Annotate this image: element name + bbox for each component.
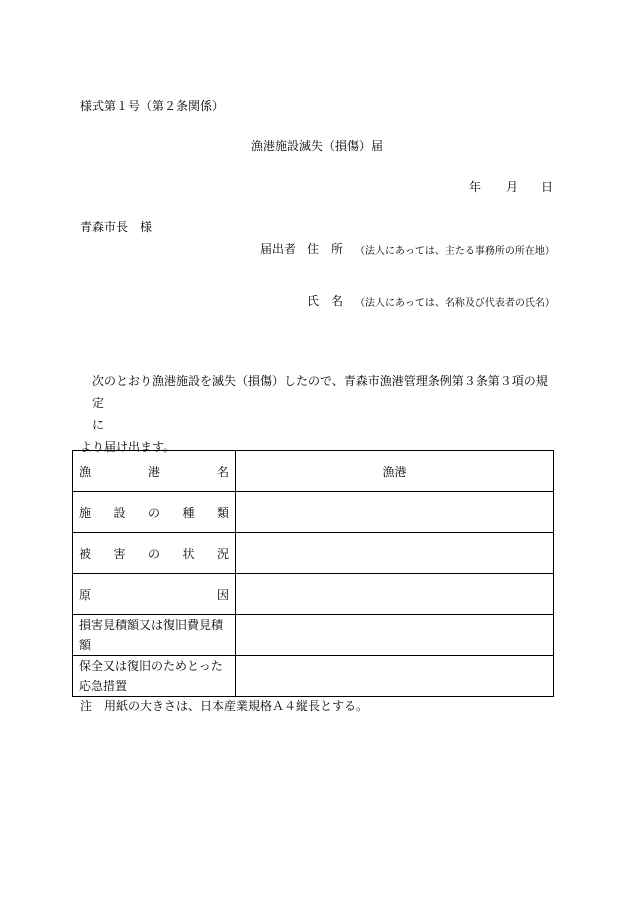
- row-label-cause: 原因: [73, 574, 236, 615]
- notifier-label: 届出者: [260, 242, 297, 256]
- damage-report-table: [72, 450, 554, 697]
- date-year: 年: [469, 180, 482, 194]
- body-paragraph: [80, 370, 555, 458]
- body-line-2: に: [92, 418, 105, 432]
- row-label-fishing-port: 漁港名: [73, 451, 236, 492]
- body-line-1: 次のとおり漁港施設を滅失（損傷）したので、青森市漁港管理条例第３条第３項の規定: [92, 374, 548, 410]
- date-month: 月: [506, 180, 519, 194]
- footnote: 注 用紙の大きさは、日本産業規格Ａ４縦長とする。: [80, 699, 369, 713]
- form-number: 様式第１号（第２条関係）: [80, 99, 225, 113]
- table-row: [73, 451, 554, 492]
- document-title: 漁港施設滅失（損傷）届: [251, 139, 384, 153]
- table-row: [73, 492, 554, 533]
- table-row: [73, 533, 554, 574]
- row-value-fishing-port[interactable]: 漁港: [236, 451, 554, 492]
- row-label-facility-type: 施設の種類: [73, 492, 236, 533]
- row-value-cause[interactable]: [236, 574, 554, 615]
- name-note: （法人にあっては、名称及び代表者の氏名）: [355, 298, 555, 309]
- table-row: [73, 656, 554, 697]
- row-value-damage-estimate[interactable]: [236, 615, 554, 656]
- name-label: 氏 名: [307, 294, 344, 308]
- date-day: 日: [541, 180, 554, 194]
- row-value-damage-status[interactable]: [236, 533, 554, 574]
- row-label-damage-estimate: 損害見積額又は復旧費見積額: [73, 615, 236, 656]
- table-row: [73, 615, 554, 656]
- row-label-damage-status: 被害の状況: [73, 533, 236, 574]
- address-label: 住 所: [307, 242, 344, 256]
- address-note: （法人にあっては、主たる事務所の所在地）: [355, 246, 555, 257]
- row-label-emergency-measures: 保全又は復旧のためとった応急措置: [73, 656, 236, 697]
- row-value-emergency-measures[interactable]: [236, 656, 554, 697]
- body-line-3: より届け出ます。: [80, 440, 176, 454]
- addressee: 青森市長 様: [80, 220, 153, 234]
- table-row: [73, 574, 554, 615]
- row-value-facility-type[interactable]: [236, 492, 554, 533]
